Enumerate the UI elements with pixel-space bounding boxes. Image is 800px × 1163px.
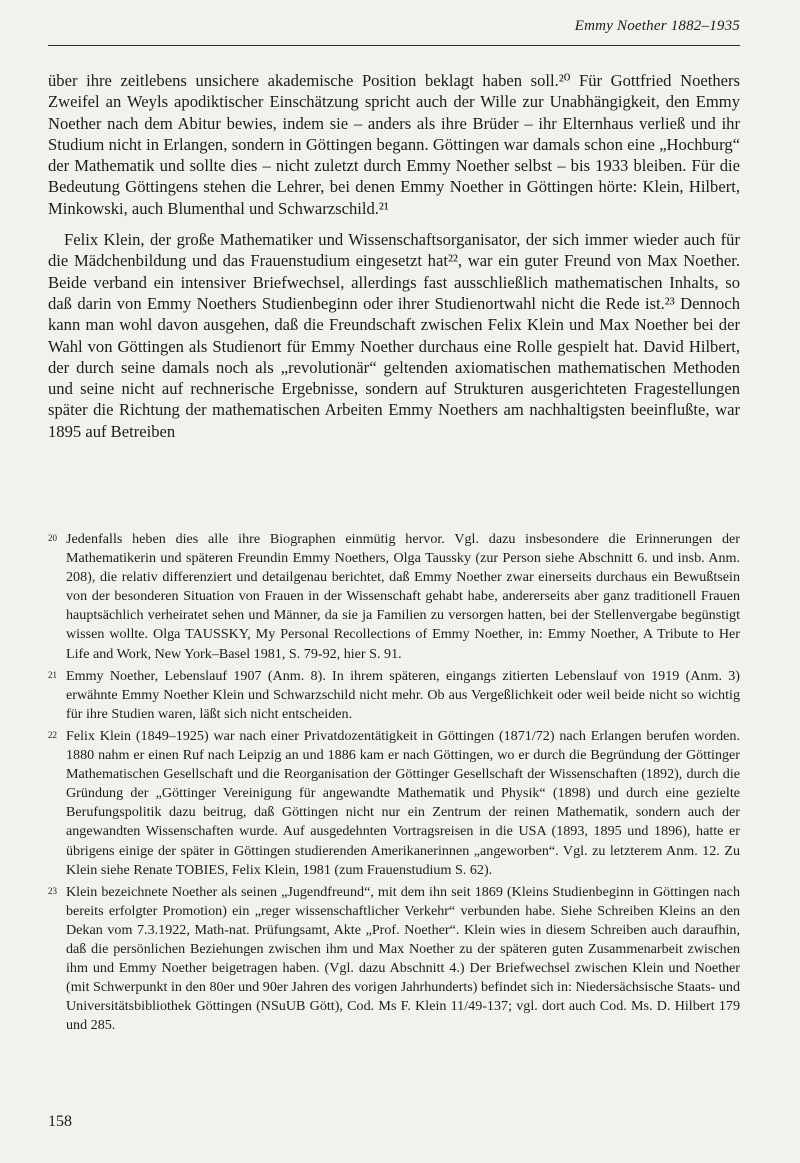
footnote-text: Klein bezeichnete Noether als seinen „Jugendfreund“, mit dem ihn seit 1869 (Kleins Studienbeginn in Göttingen nach bereits erfolgter Promotion) ein „reger wissenschaftlicher Verkehr“ verbunden habe. Siehe Schreiben Kleins an den Dekan vom 7.3.1922, Math-nat. Prüfungsamt, Akte „Prof. Noether“. Klein wies in diesem Schreiben auch daraufhin, daß die persönlichen Beziehungen zwischen ihm und Max Noether zu der späteren guten Zusammenarbeit zwischen ihm und Emmy Noether beigetragen haben. (Vgl. dazu Abschnitt 4.) Der Briefwechsel zwischen Klein und Noether (mit Schwerpunkt in den 80er und 90er Jahren des vorigen Jahrhunderts) befindet sich in: Niedersächsische Staats- und Universitätsbibliothek Göttingen (NSuUB Gött), Cod. Ms F. Klein 11/49-137; vgl. dort auch Cod. Ms. D. Hilbert 179 und 285. [66,883,740,1034]
paragraph: Felix Klein, der große Mathematiker und Wissenschaftsorganisator, der sich immer wieder auch für die Mädchenbildung und das Frauenstudium eingesetzt hat²², war ein guter Freund von Max Noether. Beide verband ein intensiver Briefwechsel, allerdings fast ausschließlich mathematischen Inhalts, so daß darin von Emmy Noethers Studienbeginn oder ihrer Studienortwahl nicht die Rede ist.²³ Dennoch kann man wohl davon ausgehen, daß die Freundschaft zwischen Felix Klein und Max Noether bei der Wahl von Göttingen als Studienort für Emmy Noether durchaus eine Rolle gespielt hat. David Hilbert, der durch seine damals noch als „revolutionär“ geltenden axiomatischen mathematischen Methoden und seine nicht auf rechnerische Ergebnisse, sondern auf Strukturen ausgerichteten Fragestellungen später die Richtung der mathematischen Arbeiten Emmy Noethers am nachhaltigsten beeinflußte, war 1895 auf Betreiben [48,230,740,441]
footnote-number: 22 [48,729,57,740]
footnote-text: Jedenfalls heben dies alle ihre Biographen einmütig hervor. Vgl. dazu insbesondere die Erinnerungen der Mathematikerin und späteren Freundin Emmy Noethers, Olga Taussky (zur Person siehe Abschnitt 6. und insb. Anm. 208), die relativ differenziert und detailgenau berichtet, daß Emmy Noether zwar einerseits durchaus ein Bewußtsein von der besonderen Situation von Frauen in der Wissenschaft gehabt habe, andererseits aber ganz traditionell Frauen hauptsächlich verheiratet sehen und Männer, da sie ja Familien zu versorgen hatten, bei der Stellenvergabe begünstigt wissen wollte. Olga TAUSSKY, My Personal Recollections of Emmy Noether, in: Emmy Noether, A Tribute to Her Life and Work, New York–Basel 1981, S. 79-92, hier S. 91. [66,531,740,662]
footnote-number: 23 [48,885,57,896]
footnote [48,883,740,1036]
footnote [48,530,740,664]
footnote [48,727,740,880]
footnote [48,667,740,724]
main-text [48,70,740,442]
paragraph: über ihre zeitlebens unsichere akademische Position beklagt haben soll.²⁰ Für Gottfried Noethers Zweifel an Weyls apodiktischer Einschätzung spricht auch der Wille zur Unabhängigkeit, den Emmy Noether nach dem Abitur bewies, indem sie – anders als ihre Brüder – ihr Elternhaus verließ und ihr Studium nicht in Erlangen, sondern in Göttingen begann. Göttingen war damals schon eine „Hochburg“ der Mathematik und sollte dies – nicht zuletzt durch Emmy Noether selbst – bis 1933 bleiben. Für die Bedeutung Göttingens stehen die Lehrer, bei denen Emmy Noether in Göttingen hörte: Klein, Hilbert, Minkowski, auch Blumenthal und Schwarzschild.²¹ [48,71,740,218]
footnote-text: Felix Klein (1849–1925) war nach einer Privatdozentätigkeit in Göttingen (1871/72) nach Erlangen berufen worden. 1880 nahm er einen Ruf nach Leipzig an und 1886 kam er nach Göttingen, wo er durch die Begründung der Göttinger Mathematischen Gesellschaft und die Reorganisation der Göttinger Gesellschaft der Wissenschaften (1892), durch die Gründung der „Göttinger Vereinigung für angewandte Mathematik und Physik“ (1898) und durch eine gezielte Berufungspolitik dazu beitrug, daß Göttingen nicht nur ein Zentrum der reinen Mathematik, sondern auch der angewandten Wissenschaften wurde. Auf ausgedehnten Vortragsreisen in die USA (1893, 1895 und 1896), hatte er übrigens einige der später in Göttingen studierenden Amerikanerinnen „angeworben“. Vgl. zu letzterem Anm. 12. Zu Klein siehe Renate TOBIES, Felix Klein, 1981 (zum Frauenstudium S. 62). [66,727,740,878]
footnote-number: 21 [48,669,57,680]
footnote-text: Emmy Noether, Lebenslauf 1907 (Anm. 8). In ihrem späteren, eingangs zitierten Lebenslauf von 1919 (Anm. 3) erwähnte Emmy Noether Klein und Schwarzschild nicht mehr. Ob aus Vergeßlichkeit oder weil beide nicht so wichtig für ihre Studien waren, läßt sich nicht entscheiden. [66,667,740,722]
running-head: Emmy Noether 1882–1935 [574,18,740,34]
footnotes [48,530,740,1038]
page-number: 158 [48,1113,72,1130]
footnote-number: 20 [48,533,57,543]
header-rule [48,45,740,46]
